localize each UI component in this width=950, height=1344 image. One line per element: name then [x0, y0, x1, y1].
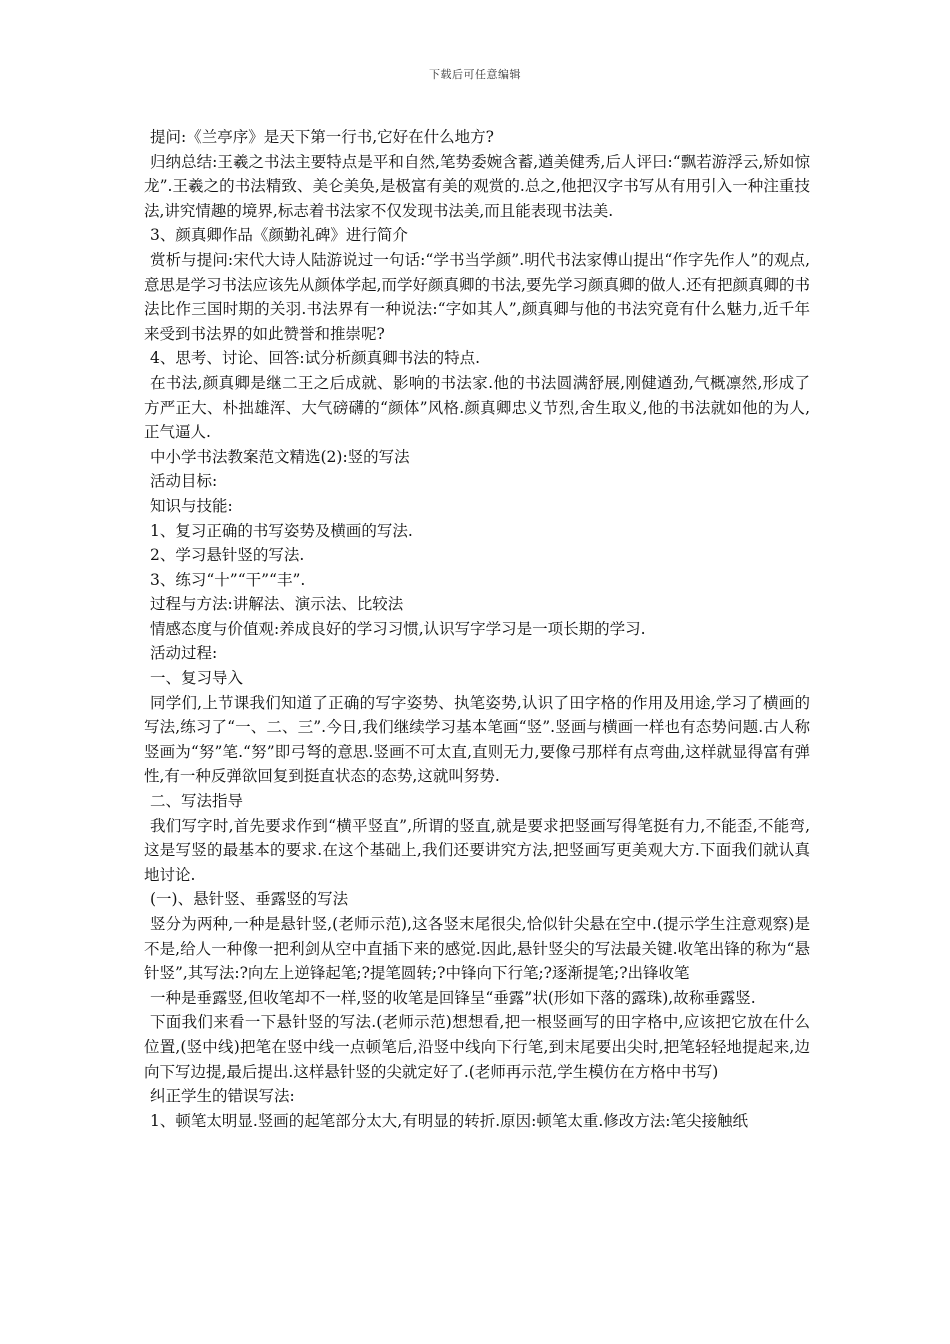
list-item: 3、练习“十”“干”“丰”. [150, 570, 306, 589]
paragraph-guide: 我们写字时,首先要求作到“横平竖直”,所谓的竖直,就是要求把竖画写得笔挺有力,不能歪,不能弯,这是写竖的最基本的要求.在这个基础上,我们还要讲究方法,把竖画写更美观大方.下面我们就认真地讨论. [144, 816, 810, 884]
paragraph-yan-style: 在书法,颜真卿是继二王之后成就、影响的书法家.他的书法圆满舒展,刚健遒劲,气概凛然,形成了方严正大、朴拙雄浑、大气磅礴的“颜体”风格.颜真卿忠义节烈,舍生取义,他的书法就如他的为人,正气逼人. [144, 373, 810, 442]
paragraph-summary: 归纳总结:王羲之书法主要特点是平和自然,笔势委婉含蓄,遒美健秀,后人评曰:“飘若游浮云,矫如惊龙”.王羲之的书法精致、美仑美奂,是极富有美的观赏的.总之,他把汉字书写从有用引入一种注重技法,讲究情趣的境界,标志着书法家不仅发现书法美,而且能表现书法美. [144, 152, 810, 220]
page-header-note: 下载后可任意编辑 [429, 68, 521, 81]
document-body [144, 125, 810, 1133]
paragraph-methods: 过程与方法:讲解法、演示法、比较法 [150, 595, 404, 614]
section-title: 中小学书法教案范文精选(2):竖的写法 [150, 447, 410, 466]
paragraph-goals-heading: 活动目标: [150, 472, 218, 491]
paragraph-review: 同学们,上节课我们知道了正确的写字姿势、执笔姿势,认识了田字格的作用及用途,学习了横画的写法,练习了“一、二、三”.今日,我们继续学习基本笔画“竖”.竖画与横画一样也有态势问题.古人称竖画为“努”笔.“努”即弓弩的意思.竖画不可太直,直则无力,要像弓那样有点弯曲,这样就显得富有弹性,有一种反弹欲回复到挺直状态的态势,这就叫努势. [144, 693, 810, 786]
paragraph-discussion: 4、思考、讨论、回答:试分析颜真卿书法的特点. [150, 349, 481, 368]
list-item: 2、学习悬针竖的写法. [150, 546, 305, 565]
list-item: 1、复习正确的书写姿势及横画的写法. [150, 521, 413, 540]
paragraph-question: 提问:《兰亭序》是天下第一行书,它好在什么地方? [150, 128, 494, 146]
paragraph-review-heading: 一、复习导入 [150, 669, 244, 688]
paragraph-chuilu: 一种是垂露竖,但收笔却不一样,竖的收笔是回锋呈“垂露”状(形如下落的露珠),故称垂露竖. [150, 988, 756, 1007]
paragraph-process-heading: 活动过程: [150, 644, 218, 663]
paragraph-attitude: 情感态度与价值观:养成良好的学习习惯,认识写字学习是一项长期的学习. [150, 619, 646, 638]
paragraph-correction-1: 1、顿笔太明显.竖画的起笔部分太大,有明显的转折.原因:顿笔太重.修改方法:笔尖接触纸 [150, 1111, 749, 1130]
paragraph-correction-heading: 纠正学生的错误写法: [150, 1087, 295, 1106]
paragraph-xuanzhen: 竖分为两种,一种是悬针竖,(老师示范),这各竖末尾很尖,恰似针尖悬在空中.(提示学生注意观察)是不是,给人一种像一把利剑从空中直插下来的感觉.因此,悬针竖尖的写法最关键.收笔出锋的称为“悬针竖”,其写法:?向左上逆锋起笔;?提笔圆转;?中锋向下行笔;?逐渐提笔;?出锋收笔 [144, 915, 810, 983]
paragraph-appreciation: 赏析与提问:宋代大诗人陆游说过一句话:“学书当学颜”.明代书法家傅山提出“作字先作人”的观点,意思是学习书法应该先从颜体学起,而学好颜真卿的书法,要先学习颜真卿的做人.还有把颜真卿的书法比作三国时期的关羽.书法界有一种说法:“字如其人”,颜真卿与他的书法究竟有什么魅力,近千年来受到书法界的如此赞誉和推崇呢? [144, 250, 810, 343]
paragraph-demo: 下面我们来看一下悬针竖的写法.(老师示范)想想看,把一根竖画写的田字格中,应该把它放在什么位置,(竖中线)把笔在竖中线一点顿笔后,沿竖中线向下行笔,到末尾要出尖时,把笔轻轻地提起来,边向下写边提,最后提出.这样悬针竖的尖就定好了.(老师再示范,学生模仿在方格中书写) [144, 1013, 810, 1081]
paragraph-knowledge-heading: 知识与技能: [150, 496, 233, 515]
paragraph-subsection-heading: (一)、悬针竖、垂露竖的写法 [150, 890, 349, 909]
paragraph-guide-heading: 二、写法指导 [150, 792, 244, 811]
paragraph-yan-intro: 3、颜真卿作品《颜勤礼碑》进行简介 [150, 226, 408, 245]
